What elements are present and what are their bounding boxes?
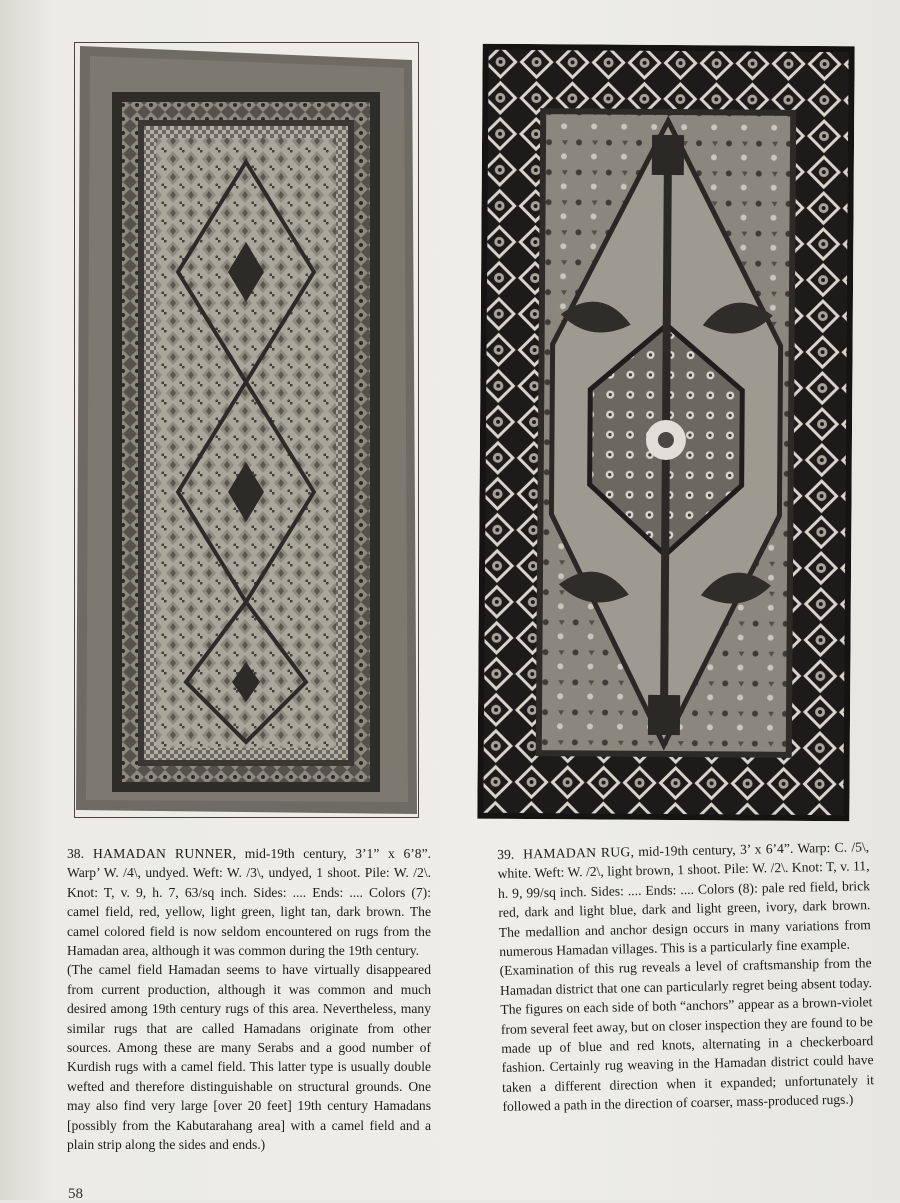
figure-description: , mid-19th century, 3’1” x 6’8”. Warp’ W. /4\, undyed. Weft: W. /3\, undyed, 1 shoot. Pile: W. /2\. Knot: T, v. 9, h. 7, 63/sq inch. Sides: .... Ends: .... Colors (7): camel field, red, yellow, light green, light tan, dark brown. The camel colored field is now seldom encountered on rugs from the Hamadan area, although it was common during the 19th century.: [67, 846, 431, 959]
caption-hamadan-rug: [497, 837, 875, 1116]
figure-title: HAMADAN RUG: [523, 844, 631, 862]
caption-summary: [497, 837, 871, 961]
caption-note: (Examination of this rug reveals a level of craftsmanship from the Hamadan district that one can particularly regret being absent today. The figures on each side of both “anchors” appear as a brown-violet from several feet away, but on closer inspection they are found to be made up of blue and red knots, alternating in a checkerboard fashion. Certainly rug weaving in the Hamadan district could have taken a different direction when it expanded; unfortunately it followed a path in the direction of coarser, mass-produced rugs.): [499, 955, 875, 1115]
hamadan-runner-photo: [74, 42, 419, 818]
figure-number: 39.: [497, 846, 515, 862]
caption-hamadan-runner: [67, 844, 431, 1155]
figure-number: 38.: [67, 846, 84, 861]
figure-description: , mid-19th century, 3’ x 6’4”. Warp: C. /5\, white. Weft: W. /2\, light brown, 1 shoot. Pile: W. /2\. Knot: T, v. 11, h. 9, 99/sq inch. Sides: .... Ends: .... Colors (8): pale red field, brick red, dark and light blue, dark and light green, ivory, dark brown. The medallion and anchor design occurs in many variations from numerous Hamadan villages. This is a particularly fine example.: [497, 839, 871, 960]
page-number: 58: [68, 1186, 83, 1202]
caption-summary: [67, 844, 431, 960]
hamadan-rug-photo: [477, 44, 854, 822]
caption-note: (The camel field Hamadan seems to have virtually disappeared from current production, although it was common and much desired among 19th century rugs of this area. Nevertheless, many similar rugs that are called Hamadans originate from other sources. Among these are many Serabs and a good number of Kurdish rugs with a camel field. This latter type is usually double wefted and therefore distinguishable on structural grounds. One may also find very large [over 20 feet] 19th century Hamadans [possibly from the Kabutarahang area] with a camel field and a plain strip along the sides and ends.): [67, 962, 431, 1153]
figure-title: HAMADAN RUNNER: [93, 846, 233, 861]
